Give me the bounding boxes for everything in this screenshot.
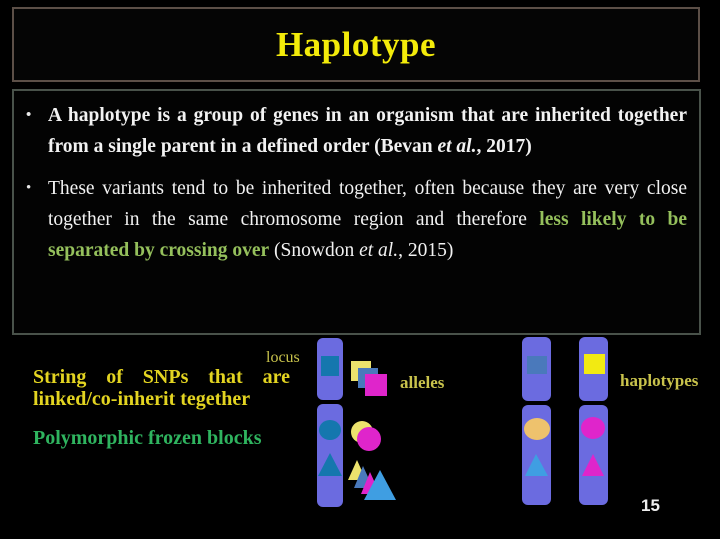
bullet-2-etal: et al.	[359, 240, 399, 261]
caption-string-of-snps	[33, 366, 290, 410]
bullet-1-etal: et al.	[437, 136, 477, 157]
caption-snps-line2: linked/co-inherit tegether	[33, 388, 251, 410]
allele-circle-magenta	[357, 427, 381, 451]
bullet-2-citation: (Snowdon	[269, 240, 360, 261]
caption-snps-line1: String of SNPs that are	[33, 366, 290, 388]
chromosome-2-square-marker	[527, 356, 547, 374]
label-alleles: alleles	[400, 373, 445, 392]
slide-page-number: 15	[641, 496, 660, 515]
bullet-1-year: , 2017)	[476, 136, 532, 157]
bullet-1-text: A haplotype is a group of genes in an organism that are inherited together from a single parent in a defined order (Bevan	[48, 105, 687, 157]
chromosome-1-circle-marker	[319, 420, 341, 440]
bullet-marker-icon: •	[26, 180, 32, 196]
chromosome-2-circle-marker	[524, 418, 550, 440]
label-locus: locus	[266, 349, 300, 366]
bullet-marker-icon: •	[26, 107, 32, 123]
slide-title: Haplotype	[275, 24, 437, 64]
allele-square-magenta	[365, 374, 387, 396]
label-haplotypes: haplotypes	[620, 371, 699, 390]
chromosome-3-square-marker	[584, 354, 605, 374]
bullet-2-text: These variants tend to be inherited together, often because they are very close together in the same chromosome region and therefore	[48, 178, 687, 230]
bullet-2-year: , 2015)	[398, 240, 454, 261]
chromosome-3-circle-marker	[581, 417, 605, 439]
chromosome-1-square-marker	[321, 356, 339, 376]
caption-polymorphic-blocks: Polymorphic frozen blocks	[33, 427, 262, 449]
bullet-2-highlight: less likely to be separated by crossing over	[48, 209, 688, 261]
